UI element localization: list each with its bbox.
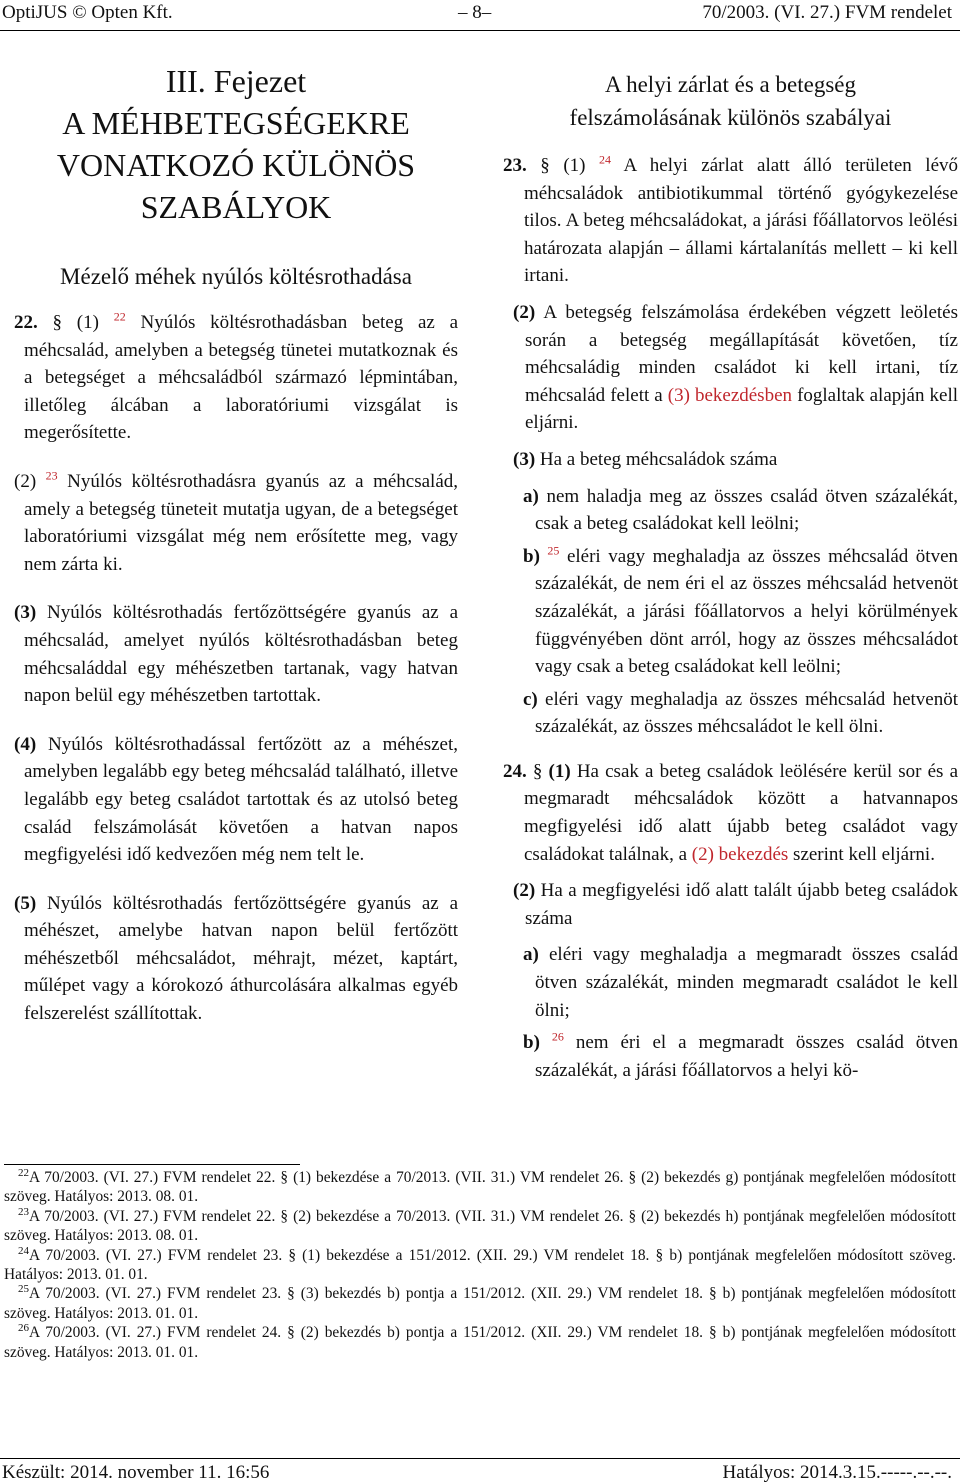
footnote	[4, 1284, 956, 1323]
chapter-line: III. Fejezet	[165, 63, 307, 99]
header-page-number: – 8–	[458, 2, 492, 23]
paragraph-label: (1)	[76, 312, 99, 333]
footnote-ref-22[interactable]: 22	[113, 309, 126, 324]
chapter-line: A MÉHBETEGSÉGEKRE	[62, 105, 410, 141]
paragraph-text: szerint kell eljárni.	[793, 843, 935, 865]
paragraph-label: (2)	[513, 880, 536, 902]
footnote-number: 24	[18, 1244, 29, 1257]
paragraph-22-3	[14, 599, 458, 709]
paragraph-23-2	[503, 299, 958, 437]
paragraph-label: (4)	[14, 733, 37, 755]
paragraph-text: Nyúlós költésrothadás fertőzöttségére gyanús az a méhcsalád, amelyet nyúlós költésrothadásban beteg méhcsaláddal egy méhészetben tartanak, vagy hatvan napon belül egy méhészetben tartottak.	[24, 602, 459, 707]
paragraph-label: (1)	[548, 760, 571, 782]
paragraph-text: Ha a megfigyelési idő alatt talált újabb beteg családok száma	[525, 880, 959, 929]
right-column	[503, 60, 958, 1084]
paragraph-label: (5)	[14, 892, 37, 914]
header-divider	[0, 30, 960, 31]
point-text: nem éri el a megmaradt összes család ötven százalékát, a járási főállatorvos a helyi kö-	[535, 1032, 959, 1081]
point-text: eléri vagy meghaladja a megmaradt összes család ötven százalékát, minden megmaradt családot le kell ölni;	[535, 944, 959, 1021]
paragraph-22-4	[14, 731, 458, 869]
footnote-ref-24[interactable]: 24	[599, 152, 612, 167]
paragraph-22-1	[14, 309, 458, 447]
footnote-ref-25[interactable]: 25	[547, 543, 560, 558]
point-label: b)	[523, 545, 540, 567]
paragraph-text: Ha a beteg méhcsaládok száma	[539, 448, 778, 470]
footer-effective-date: Hatályos: 2014.3.15.-----.--.--.	[722, 1462, 952, 1483]
point-label: c)	[523, 688, 538, 710]
paragraph-label: (3)	[513, 448, 536, 470]
paragraph-23-1	[503, 152, 958, 290]
paragraph-text: A helyi zárlat alatt álló területen lévő méhcsaládok antibiotikummal történő gyógykezelése tilos. A beteg méhcsaládokat, a járási főállatorvos leölési határozata alapján – állami kártalanítás mellett – ki kell irtani.	[524, 155, 959, 287]
footnote-text: A 70/2003. (VI. 27.) FVM rendelet 22. § (1) bekezdése a 70/2013. (VII. 31.) VM rendelet 26. § (2) bekezdés g) pontjának megfelelően módosított szöveg. Hatályos: 2013. 08. 01.	[4, 1169, 956, 1206]
point-24-2-b	[503, 1029, 958, 1084]
point-label: a)	[523, 485, 539, 507]
paragraph-24-1	[503, 758, 958, 868]
section-title-line: A helyi zárlat és a betegség	[605, 72, 856, 97]
footer-divider	[0, 1458, 960, 1459]
header-publisher: OptiJUS © Opten Kft.	[2, 2, 173, 23]
paragraph-text: A betegség felszámolása érdekében végzett leöletés során a betegség megállapítását követően, tíz méhcsaládig minden családot ki kell irtani, tíz méhcsalád felett a	[525, 301, 958, 406]
point-text: nem haladja meg az összes család ötven százalékát, csak a beteg családokat kell leölni;	[535, 485, 958, 535]
footnote-divider	[4, 1164, 300, 1165]
point-text: eléri vagy meghaladja az összes méhcsalád ötven százalékát, de nem éri el az összes méhcsalád hetvenöt százalékát, a járási főállatorvos a helyi körülmények függvényében dönt arról, hogy az összes méhcsaládot vagy csak a beteg családokat kell leölni;	[535, 545, 959, 678]
footnote	[4, 1323, 956, 1362]
footnote-number: 23	[18, 1205, 29, 1218]
footnote-ref-23[interactable]: 23	[45, 468, 58, 483]
footnote-number: 22	[18, 1166, 29, 1179]
footnote	[4, 1246, 956, 1285]
point-23-3-b	[503, 543, 958, 681]
section-sign[interactable]: §	[52, 312, 63, 333]
header-document-title: 70/2003. (VI. 27.) FVM rendelet	[702, 2, 952, 23]
point-label: a)	[523, 944, 539, 966]
point-text: eléri vagy meghaladja az összes méhcsalád hetvenöt százalékát, az összes méhcsaládot le kell ölni.	[535, 688, 958, 738]
footnote	[4, 1168, 956, 1207]
paragraph-22-2	[14, 468, 458, 578]
footnote-ref-26[interactable]: 26	[551, 1029, 564, 1044]
paragraph-text: Nyúlós költésrothadás fertőzöttségére gyanús az a méhészet, amelybe hatvan napon belül fertőzött méhészetből méhcsaládot, méhrajt, mézet, kaptárt, műlépet vagy a kórokozó áthurcolására alkalmas egyéb felszerelést szállítottak.	[24, 892, 459, 1025]
footer-created-date: Készült: 2014. november 11. 16:56	[2, 1462, 270, 1483]
paragraph-24-2	[503, 877, 958, 932]
chapter-line: VONATKOZÓ KÜLÖNÖS	[56, 147, 416, 183]
footnote-text: A 70/2003. (VI. 27.) FVM rendelet 24. § (2) bekezdés b) pontja a 151/2012. (XII. 29.) VM rendelet 18. § b) pontjának megfelelően módosított szöveg. Hatályos: 2013. 01. 01.	[4, 1324, 956, 1361]
point-23-3-c	[503, 686, 958, 741]
footnote-text: A 70/2003. (VI. 27.) FVM rendelet 23. § (3) bekezdés b) pontja a 151/2012. (XII. 29.) VM rendelet 18. § b) pontjának megfelelően módosított szöveg. Hatályos: 2013. 01. 01.	[4, 1285, 956, 1322]
page-header	[0, 2, 960, 28]
point-23-3-a	[503, 483, 958, 538]
section-sign[interactable]: §	[532, 760, 543, 782]
section-number: 23.	[503, 155, 527, 176]
footnote	[4, 1207, 956, 1246]
cross-reference-link[interactable]: (3) bekezdésben	[667, 384, 793, 406]
paragraph-label: (2)	[14, 470, 37, 492]
chapter-heading	[14, 60, 458, 228]
paragraph-23-3	[503, 446, 958, 474]
paragraph-label: (1)	[563, 155, 586, 176]
paragraph-label: (2)	[513, 301, 536, 323]
footnote-number: 25	[18, 1283, 29, 1296]
footnote-text: A 70/2003. (VI. 27.) FVM rendelet 23. § (1) bekezdése a 151/2012. (XII. 29.) VM rendelet 18. § b) pontjának megfelelően módosított szöveg. Hatályos: 2013. 01. 01.	[4, 1246, 956, 1284]
paragraph-22-5	[14, 890, 458, 1028]
section-sign[interactable]: §	[540, 155, 550, 176]
section-title: Mézelő méhek nyúlós költésrothadása	[60, 264, 412, 289]
paragraph-text: Nyúlós költésrothadással fertőzött az a méhészet, amelyben legalább egy beteg méhcsalád található, illetve legalább egy beteg családot tartottak és az utolsó beteg család felszámolását követően a hatvan napos megfigyelési idő kedvezően még nem telt le.	[24, 733, 459, 866]
point-24-2-a	[503, 941, 958, 1024]
footnotes	[4, 1168, 956, 1362]
footnote-text: A 70/2003. (VI. 27.) FVM rendelet 22. § (2) bekezdése a 70/2013. (VII. 31.) VM rendelet 26. § (2) bekezdés h) pontjának megfelelően módosított szöveg. Hatályos: 2013. 08. 01.	[4, 1207, 956, 1245]
cross-reference-link[interactable]: (2) bekezdés	[691, 843, 789, 865]
paragraph-text: Nyúlós költésrothadásban beteg az a méhcsalád, amelyben a betegség tünetei mutatkoznak és a betegséget a méhcsaládból származó lépmintában, illetőleg álcában a laboratóriumi vizsgálat is megerősítette.	[24, 312, 459, 444]
left-column	[14, 60, 458, 1028]
point-label: b)	[523, 1032, 540, 1054]
paragraph-text: Nyúlós költésrothadásra gyanús az a méhcsalád, amely a betegség tüneteit mutatja ugyan, de a betegséget laboratóriumi vizsgálat még nem erősítette meg, vagy nem zárta ki.	[24, 470, 459, 575]
section-number: 22.	[14, 312, 38, 333]
paragraph-text: foglaltak alapján kell eljárni.	[525, 384, 959, 434]
chapter-line: SZABÁLYOK	[140, 189, 332, 225]
section-title-line: felszámolásának különös szabályai	[569, 105, 892, 130]
footnote-number: 26	[18, 1322, 29, 1335]
paragraph-text: Ha csak a beteg családok leölésére kerül sor és a megmaradt méhcsaládok között a hatvannapos megfigyelési idő alatt újabb beteg családot vagy családokat találnak, a	[524, 760, 959, 865]
section-number: 24.	[503, 760, 527, 782]
paragraph-label: (3)	[14, 602, 37, 624]
